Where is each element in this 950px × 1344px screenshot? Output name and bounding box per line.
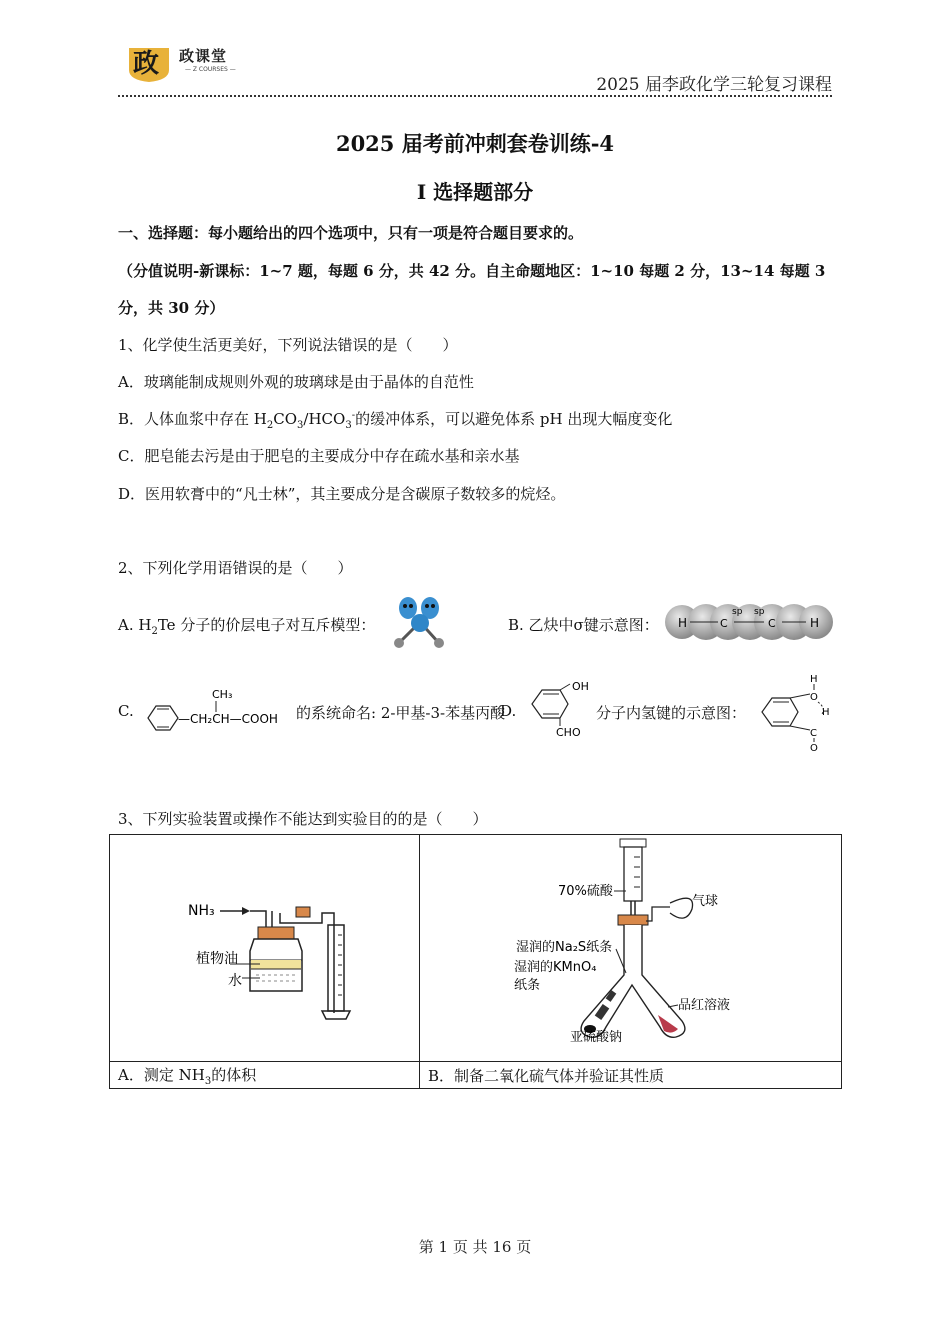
svg-text:政: 政 <box>133 49 160 79</box>
structure-d-cho: CHO <box>556 726 581 739</box>
logo-emblem-icon <box>125 40 175 84</box>
nh3-gas-measure-apparatus <box>110 835 419 1057</box>
instruction-line-1: 一、选择题：每小题给出的四个选项中，只有一项是符合题目要求的。 <box>118 224 584 242</box>
fig-b-kmno4-label-1: 湿润的KMnO₄ <box>514 960 597 975</box>
q3-caption-a-prefix: A．测定 NH <box>118 1065 205 1084</box>
logo-subtext: — Z COURSES — <box>185 66 236 73</box>
structure-c-ch3: CH₃ <box>212 688 233 701</box>
q3-figure-table <box>109 834 842 1089</box>
q3-figure-a-cell <box>110 835 420 1062</box>
q2-stem: 2、下列化学用语错误的是（ ） <box>118 559 353 577</box>
fig-a-oil-label: 植物油 <box>196 951 238 967</box>
q3-stem: 3、下列实验装置或操作不能达到实验目的的是（ ） <box>118 810 488 828</box>
hbond-o-top: O <box>810 692 818 703</box>
so2-prep-apparatus <box>420 835 841 1057</box>
q2-option-c-label: C. <box>118 702 134 720</box>
q2-option-b: B. 乙炔中σ键示意图： <box>508 616 659 634</box>
q3-figure-b-cell <box>420 835 842 1062</box>
q1-option-b-prefix: B．人体血浆中存在 H <box>118 410 267 428</box>
fig-b-na2s-label: 湿润的Na₂S纸条 <box>516 940 613 955</box>
hbond-c-bottom: C <box>810 728 817 739</box>
q1-option-b-suffix: 的缓冲体系，可以避免体系 pH 出现大幅度变化 <box>355 410 673 428</box>
fig-b-pinhong-label: 品红溶液 <box>678 998 731 1013</box>
acetylene-label-c2: C <box>768 617 776 630</box>
q2-option-a-text: Te 分子的价层电子对互斥模型： <box>157 616 376 634</box>
q1-option-d: D．医用软膏中的“凡士林”，其主要成分是含碳原子数较多的烷烃。 <box>118 485 566 503</box>
page-title: 2025 届考前冲刺套卷训练-4 <box>335 131 615 156</box>
q3-caption-a: A．测定 $NH_3$的体积 <box>110 1062 420 1089</box>
acetylene-label-sp1: sp <box>732 607 743 617</box>
acetylene-label-sp2: sp <box>754 607 765 617</box>
vsepr-model-icon <box>386 596 448 652</box>
header-divider <box>118 95 832 97</box>
q2-option-a: A. $H_2Te$ 分子的价层电子对互斥模型： <box>118 616 376 637</box>
q1-stem: 1、化学使生活更美好，下列说法错误的是（ ） <box>118 336 458 354</box>
structure-c-chain: —CH₂CH—COOH <box>178 712 278 726</box>
q3-caption-b: B．制备二氧化硫气体并验证其性质 <box>420 1062 842 1089</box>
hbond-h-top: H <box>810 674 818 685</box>
structure-d-oh: OH <box>572 680 589 693</box>
q2-option-d-label: D. <box>500 702 517 720</box>
instruction-line-3: 分，共 30 分） <box>118 299 225 317</box>
structure-d-drawing <box>522 680 594 740</box>
course-name: 2025 届李政化学三轮复习课程 <box>596 75 832 95</box>
q1-option-c: C．肥皂能去污是由于肥皂的主要成分中存在疏水基和亲水基 <box>118 447 520 465</box>
page-footer: 第 1 页 共 16 页 <box>418 1238 532 1256</box>
acetylene-label-c1: C <box>720 617 728 630</box>
q1-option-a: A．玻璃能制成规则外观的玻璃球是由于晶体的自范性 <box>118 373 474 391</box>
fig-b-balloon-label: 气球 <box>692 894 719 909</box>
section-title: I 选择题部分 <box>416 180 534 204</box>
q2-option-a-label: A. H <box>118 616 152 634</box>
logo <box>125 40 255 84</box>
acetylene-label-h1: H <box>678 616 688 630</box>
hbond-h-side: H <box>822 707 830 718</box>
structure-c-drawing <box>138 684 294 734</box>
logo-text: 政课堂 <box>179 47 228 65</box>
acetylene-label-h2: H <box>810 616 820 630</box>
q2-option-d: 分子内氢键的示意图： <box>596 704 747 722</box>
q3-caption-a-suffix: 的体积 <box>211 1065 257 1084</box>
instruction-line-2: （分值说明-新课标：1~7 题，每题 6 分，共 42 分。自主命题地区：1~10 每题 2 分，13~14 每题 3 <box>118 262 826 280</box>
fig-a-water-label: 水 <box>228 973 242 989</box>
q2-option-c: 的系统命名: 2-甲基-3-苯基丙酸 <box>296 704 506 722</box>
fig-b-sulfite-label: 亚硫酸钠 <box>570 1030 623 1045</box>
fig-b-kmno4-label-2: 纸条 <box>514 978 541 993</box>
fig-b-acid-label: 70%硫酸 <box>558 884 613 899</box>
acetylene-sigma-diagram <box>664 602 834 642</box>
q1-option-b: B．人体血浆中存在 $H_2CO_3/HCO_3^-$的缓冲体系，可以避免体系 pH 出现大幅度变化 <box>118 410 673 431</box>
hydrogen-bond-diagram <box>756 670 836 752</box>
hbond-o-bottom: O <box>810 743 818 752</box>
fig-a-nh3-label: NH₃ <box>188 903 215 919</box>
